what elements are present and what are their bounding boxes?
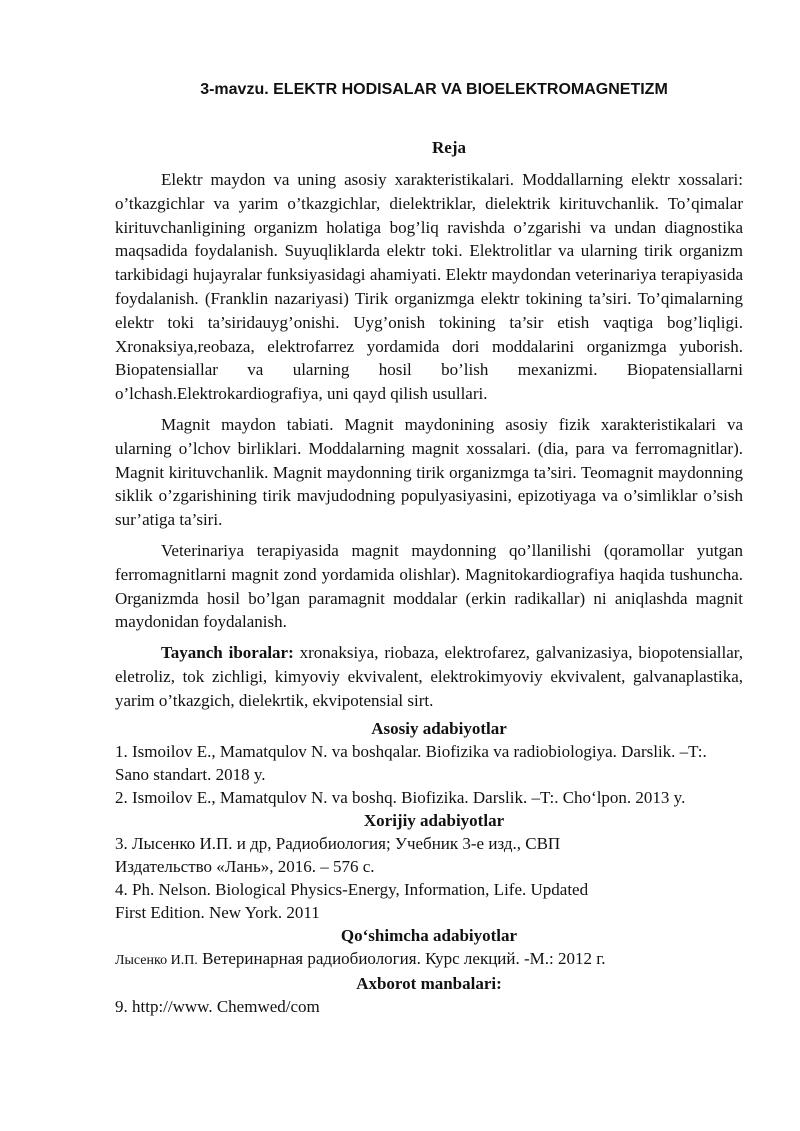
foreign-literature-item xyxy=(115,832,743,878)
foreign-literature-item xyxy=(115,878,743,924)
foreign-literature-line: Издательство «Лань», 2016. – 576 с. xyxy=(115,856,375,876)
topic-title: 3-mavzu. ELEKTR HODISALAR VA BIOELEKTROMAGNETIZM xyxy=(200,81,668,98)
paragraph-electric-field: Elektr maydon va uning asosiy xarakteristikalari. Moddallarning elektr xossalari: o’tkazgichlar va yarim o’tkazgichlar, dielektriklar, dielektrik kirituvchanlik. To’qimalar kirituvchanligining organizm holatiga bog’liq ravishda o’zgarishi va undan diagnostika maqsadida foydalanish. Suyuqliklarda elektr toki. Elektrolitlar va ularning tirik organizm tarkibidagi hujayralar funksiyasidagi ahamiyati. Elektr maydondan veterinariya terapiyasida foydalanish. (Franklin nazariyasi) Tirik organizmga elektr tokining ta’siri. To’qimalarning elektr toki ta’siridauyg’onishi. Uyg’onish tokining ta’sir etish vaqtiga bog’liqligi. Xronaksiya,reobaza, elektrofarrez yordamida dori moddalarini organizmga yuborish. Biopatensiallar va ularning hosil bo’lish mexanizmi. Biopatensiallarni o’lchash.Elektrokardiografiya, uni qayd qilish usullari. xyxy=(115,170,743,404)
additional-literature-author: Лысенко И.П. xyxy=(115,952,198,968)
keywords-paragraph xyxy=(115,641,743,712)
info-sources-heading: Axborot manbalari: xyxy=(356,973,502,993)
info-source-item: 9. http://www. Chemwed/com xyxy=(115,996,320,1016)
keywords-text: xronaksiya, riobaza, elektrofarez, galvanizasiya, biopotensiallar, eletroliz, tok zichligi, kimyoviy ekvivalent, elektrokimyoviy ekvivalent, galvanaplastika, yarim o’tkazgich, dielekrtik, ekvipotensial sirt. xyxy=(115,643,743,710)
foreign-literature-line: First Edition. New York. 2011 xyxy=(115,902,320,922)
foreign-literature-line: 3. Лысенко И.П. и др, Радиобиология; Учебник 3-е изд., СВП xyxy=(115,833,561,853)
plan-heading: Reja xyxy=(432,138,466,157)
paragraph-magnetic-field: Magnit maydon tabiati. Magnit maydonining asosiy fizik xarakteristikalari va ularning o’lchov birliklari. Moddalarning magnit xossalari. (dia, para va ferromagnitlar). Magnit kirituvchanlik. Magnit maydonning tirik organizmga ta’siri. Teomagnit maydonning siklik o’zgarishining tirik mavjudodning populyasiyasini, epizotiyaga va o’simliklar o’sish sur’atiga ta’siri. xyxy=(115,414,743,530)
main-literature-heading: Asosiy adabiyotlar xyxy=(371,718,507,738)
foreign-literature-line: 4. Ph. Nelson. Biological Physics-Energy, Information, Life. Updated xyxy=(115,879,589,899)
main-literature-item: 2. Ismoilov E., Mamatqulov N. va boshq. Biofizika. Darslik. –T:. Cho‘lpon. 2013 y. xyxy=(115,787,686,807)
foreign-literature-heading: Xorijiy adabiyotlar xyxy=(363,810,505,830)
keywords-label: Tayanch iboralar: xyxy=(161,643,294,663)
additional-literature-text: Ветеринарная радиобиология. Курс лекций. -М.: 2012 г. xyxy=(197,948,606,968)
main-literature-item: 1. Ismoilov E., Mamatqulov N. va boshqalar. Biofizika va radiobiologiya. Darslik. –T:. Sano standart. 2018 y. xyxy=(115,741,707,784)
paragraph-magnetic-therapy: Veterinariya terapiyasida magnit maydonning qo’llanilishi (qoramollar yutgan ferromagnitlarni magnit zond yordamida olishlar). Magnitokardiografiya haqida tushuncha. Organizmda hosil bo’lgan paramagnit moddalar (erkin radikallar) ni aniqlashda magnit maydonidan foydalanish. xyxy=(115,540,743,632)
document-page xyxy=(115,72,743,1018)
additional-literature-heading: Qo‘shimcha adabiyotlar xyxy=(340,925,518,945)
additional-literature-item xyxy=(115,947,743,972)
